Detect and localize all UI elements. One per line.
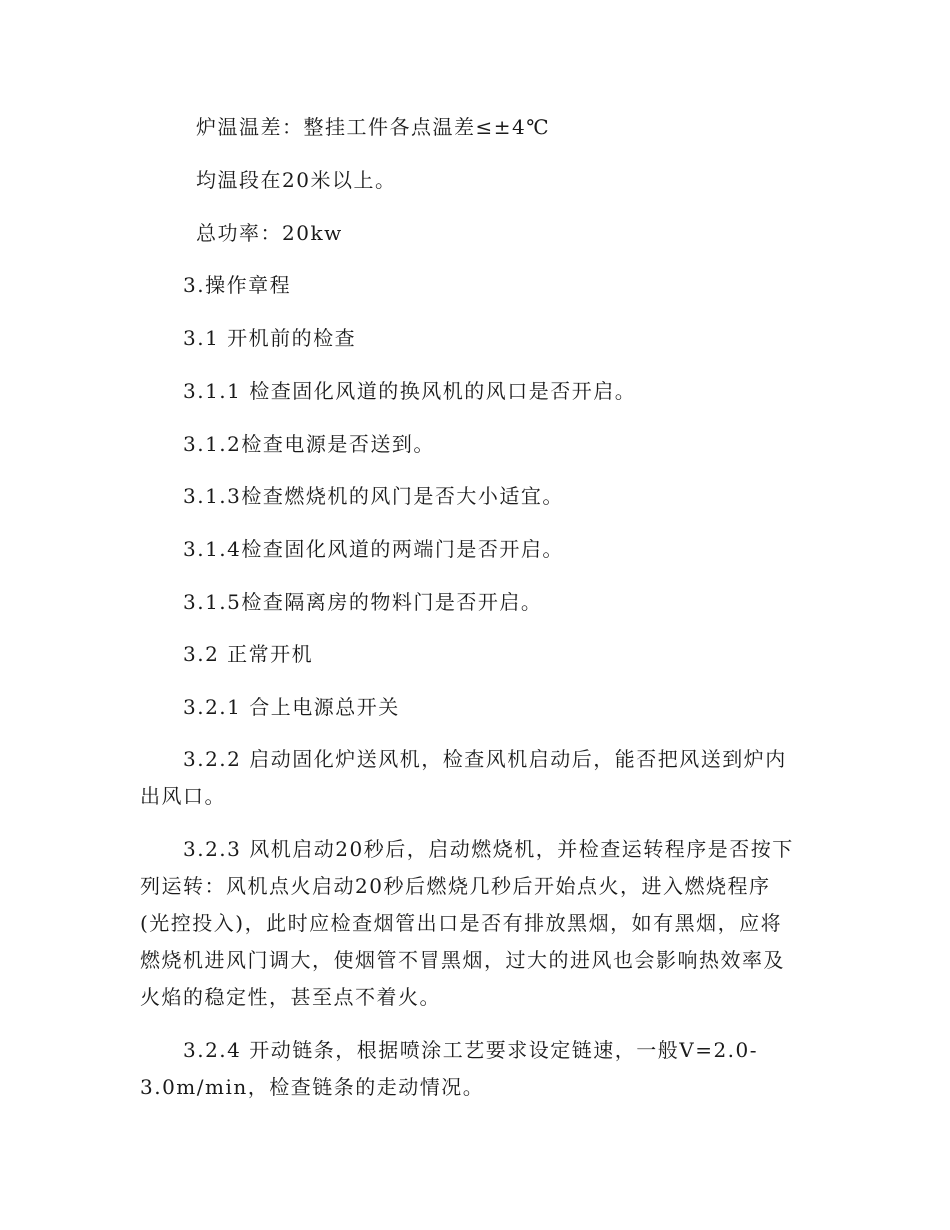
item-3-2-4-line-1: 3.2.4 开动链条，根据喷涂工艺要求设定链速，一般V=2.0- [183, 1038, 759, 1062]
heading-pre-start-check: 3.1 开机前的检查 [183, 326, 357, 350]
item-3-2-3-line-2: 列运转：风机点火启动20秒后燃烧几秒后开始点火，进入燃烧程序 [140, 874, 771, 898]
item-3-2-3-line-4: 燃烧机进风门调大，使烟管不冒黑烟，过大的进风也会影响热效率及 [140, 948, 785, 972]
item-3-2-3-line-3: (光控投入)，此时应检查烟管出口是否有排放黑烟，如有黑烟，应将 [140, 911, 783, 935]
item-3-2-2-line-1: 3.2.2 启动固化炉送风机，检查风机启动后，能否把风送到炉内 [183, 747, 787, 771]
item-3-1-3: 3.1.3检查燃烧机的风门是否大小适宜。 [183, 484, 564, 508]
spec-total-power: 总功率：20kw [196, 221, 343, 245]
heading-normal-start: 3.2 正常开机 [183, 642, 314, 666]
spec-temp-diff: 炉温温差：整挂工件各点温差≤±4℃ [196, 115, 551, 139]
item-3-1-1: 3.1.1 检查固化风道的换风机的风口是否开启。 [183, 379, 637, 403]
spec-uniform-zone: 均温段在20米以上。 [196, 168, 397, 192]
item-3-1-4: 3.1.4检查固化风道的两端门是否开启。 [183, 537, 564, 561]
item-3-2-3-line-1: 3.2.3 风机启动20秒后，启动燃烧机，并检查运转程序是否按下 [183, 837, 794, 861]
item-3-1-2: 3.1.2检查电源是否送到。 [183, 432, 435, 456]
item-3-1-5: 3.1.5检查隔离房的物料门是否开启。 [183, 590, 543, 614]
item-3-2-3-line-5: 火焰的稳定性，甚至点不着火。 [140, 985, 441, 1009]
item-3-2-4-line-2: 3.0m/min，检查链条的走动情况。 [140, 1075, 485, 1099]
heading-operating-rules: 3.操作章程 [183, 273, 292, 297]
item-3-2-1: 3.2.1 合上电源总开关 [183, 695, 400, 719]
item-3-2-2-line-2: 出风口。 [140, 784, 226, 808]
